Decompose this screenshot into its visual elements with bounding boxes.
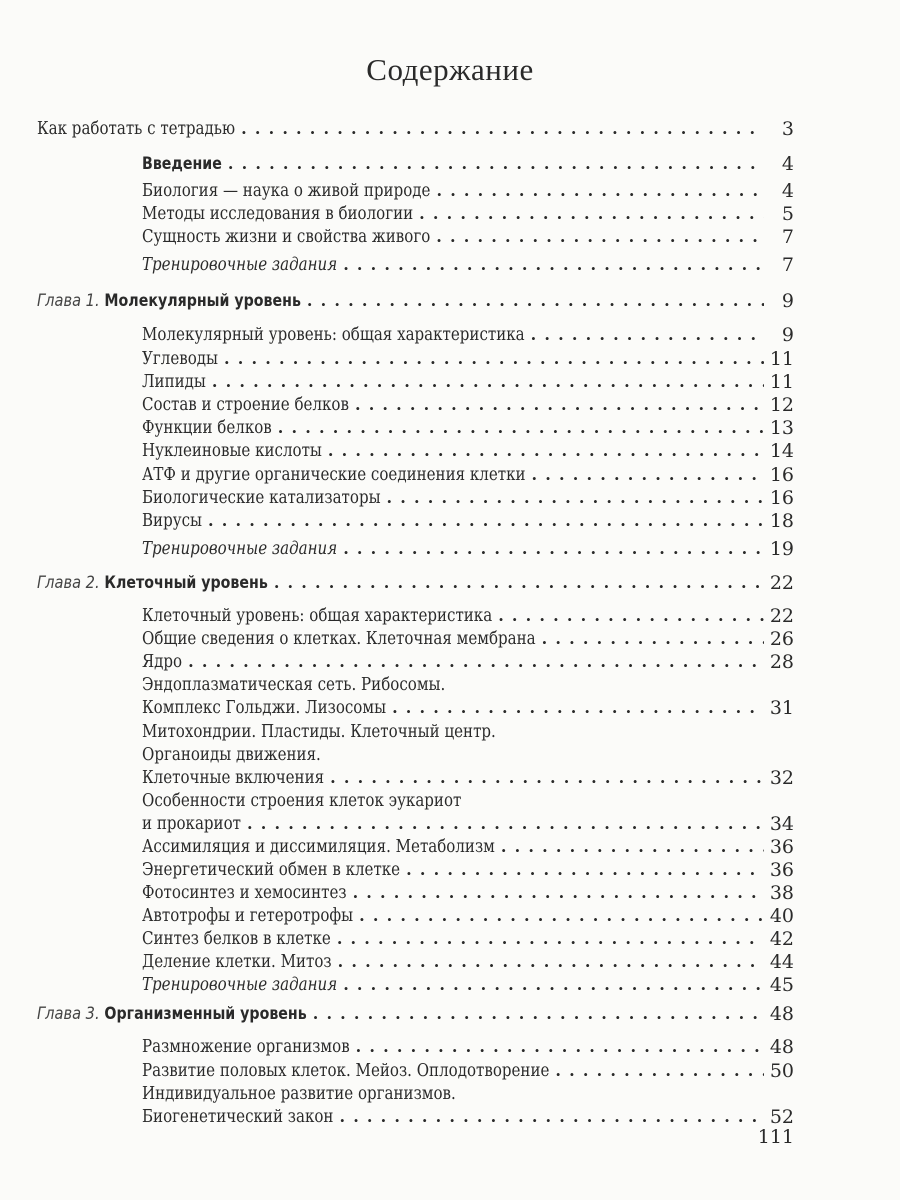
toc-row bbox=[142, 905, 353, 927]
dot-leader bbox=[498, 605, 764, 627]
toc-row bbox=[142, 324, 525, 346]
toc-page-number: 16 bbox=[769, 464, 794, 486]
toc-page-number: 11 bbox=[769, 371, 794, 393]
toc-page-number: 50 bbox=[769, 1060, 794, 1082]
toc-entry-title: Молекулярный уровень: общая характеристика bbox=[142, 325, 525, 345]
dot-leader bbox=[419, 203, 764, 225]
dot-leader bbox=[359, 905, 764, 927]
chapter-number: Глава 3. bbox=[37, 1004, 100, 1024]
toc-row bbox=[142, 882, 347, 904]
toc-entry-title: Биогенетический закон bbox=[142, 1107, 334, 1127]
toc-page-number: 18 bbox=[769, 510, 794, 532]
toc-entry-title: Размножение организмов bbox=[142, 1037, 350, 1057]
dot-leader bbox=[436, 226, 764, 248]
toc-row bbox=[142, 767, 324, 789]
toc-entry-title: Липиды bbox=[142, 372, 206, 392]
toc-entry-title: Индивидуальное развитие организмов. bbox=[142, 1084, 456, 1104]
toc-row bbox=[142, 674, 445, 696]
dot-leader bbox=[278, 417, 764, 439]
toc-page-number: 5 bbox=[781, 203, 794, 225]
toc-entry-title: Введение bbox=[142, 154, 222, 173]
toc-entry-title: Комплекс Гольджи. Лизосомы bbox=[142, 698, 387, 718]
dot-leader bbox=[328, 440, 764, 462]
dot-leader bbox=[356, 1036, 764, 1058]
toc-page-number: 44 bbox=[769, 951, 794, 973]
toc-page-number: 12 bbox=[769, 394, 794, 416]
toc-page-number: 7 bbox=[781, 254, 794, 276]
toc-entry-title: Тренировочные задания bbox=[142, 975, 338, 995]
toc-row bbox=[142, 510, 202, 532]
dot-leader bbox=[343, 254, 764, 276]
toc-entry-title: Тренировочные задания bbox=[142, 539, 338, 559]
toc-entry-title: Эндоплазматическая сеть. Рибосомы. bbox=[142, 675, 446, 695]
toc-row bbox=[142, 1036, 350, 1058]
dot-leader bbox=[330, 767, 764, 789]
dot-leader bbox=[241, 118, 764, 140]
toc-page-number: 48 bbox=[769, 1036, 794, 1058]
toc-entry-title: Фотосинтез и хемосинтез bbox=[142, 883, 347, 903]
toc-page-number: 52 bbox=[769, 1106, 794, 1128]
toc-row bbox=[142, 813, 241, 835]
toc-row bbox=[142, 836, 495, 858]
toc-entry-title: Молекулярный уровень bbox=[104, 291, 301, 310]
dot-leader bbox=[343, 538, 764, 560]
toc-page-number: 4 bbox=[781, 153, 794, 175]
toc-page-number: 3 bbox=[781, 118, 794, 140]
toc-entry-title: Особенности строения клеток эукариот bbox=[142, 791, 462, 811]
dot-leader bbox=[555, 1060, 764, 1082]
dot-leader bbox=[224, 348, 764, 370]
toc-entry-title: Ядро bbox=[142, 652, 183, 672]
toc-entry-title: Общие сведения о клетках. Клеточная мембрана bbox=[142, 629, 536, 649]
toc-row bbox=[142, 1106, 333, 1128]
toc-row bbox=[142, 203, 413, 225]
toc-entry-title: Тренировочные задания bbox=[142, 255, 338, 275]
toc-entry-title: Сущность жизни и свойства живого bbox=[142, 227, 431, 247]
toc-entry-title: Автотрофы и гетеротрофы bbox=[142, 906, 354, 926]
page-number: 111 bbox=[757, 1126, 794, 1148]
toc-row bbox=[142, 951, 332, 973]
toc-row bbox=[142, 440, 322, 462]
dot-leader bbox=[212, 371, 764, 393]
toc-page-number: 14 bbox=[769, 440, 794, 462]
dot-leader bbox=[208, 510, 764, 532]
dot-leader bbox=[436, 180, 764, 202]
toc-page-number: 45 bbox=[769, 974, 794, 996]
toc-entry-title: Клеточный уровень: общая характеристика bbox=[142, 606, 493, 626]
dot-leader bbox=[355, 394, 764, 416]
toc-page-number: 11 bbox=[769, 348, 794, 370]
toc-page-number: 28 bbox=[769, 651, 794, 673]
toc-entry-title: Митохондрии. Пластиды. Клеточный центр. bbox=[142, 722, 496, 742]
toc-entry-title: Органоиды движения. bbox=[142, 745, 321, 765]
toc-entry-title: Клеточный уровень bbox=[104, 573, 268, 592]
toc-entry-title: АТФ и другие органические соединения клетки bbox=[142, 465, 526, 485]
toc-page-number: 7 bbox=[781, 226, 794, 248]
toc-page-number: 16 bbox=[769, 487, 794, 509]
dot-leader bbox=[339, 1106, 764, 1128]
toc-row bbox=[37, 118, 235, 140]
toc-page-number: 42 bbox=[769, 928, 794, 950]
toc-page-number: 38 bbox=[769, 882, 794, 904]
toc-entry-title: Деление клетки. Митоз bbox=[142, 952, 332, 972]
toc-row bbox=[142, 226, 430, 248]
toc-page-number: 32 bbox=[769, 767, 794, 789]
dot-leader bbox=[188, 651, 764, 673]
toc-entry-title: Функции белков bbox=[142, 418, 272, 438]
toc-entry-title: Организменный уровень bbox=[104, 1004, 307, 1023]
toc-page-number: 36 bbox=[769, 859, 794, 881]
toc-entry-title: Клеточные включения bbox=[142, 768, 325, 788]
dot-leader bbox=[338, 951, 764, 973]
toc-entry-title: Энергетический обмен в клетке bbox=[142, 860, 401, 880]
toc-row bbox=[142, 974, 337, 996]
toc-row bbox=[142, 1083, 456, 1105]
toc-section-row bbox=[142, 153, 222, 175]
toc-row bbox=[142, 348, 218, 370]
toc-entry-title: Биология — наука о живой природе bbox=[142, 181, 431, 201]
toc-row bbox=[142, 744, 321, 766]
toc-row bbox=[142, 1060, 549, 1082]
toc-row bbox=[142, 371, 206, 393]
toc-chapter-row bbox=[37, 1003, 307, 1025]
toc-entry-title: Развитие половых клеток. Мейоз. Оплодотворение bbox=[142, 1061, 550, 1081]
dot-leader bbox=[501, 836, 764, 858]
dot-leader bbox=[406, 859, 764, 881]
toc-entry-title: Как работать с тетрадью bbox=[37, 119, 236, 139]
dot-leader bbox=[343, 974, 764, 996]
toc-row bbox=[142, 628, 536, 650]
toc-page-number: 48 bbox=[769, 1003, 794, 1025]
toc-entry-title: Вирусы bbox=[142, 511, 202, 531]
toc-page-number: 22 bbox=[769, 572, 794, 594]
toc-row bbox=[142, 697, 386, 719]
dot-leader bbox=[247, 813, 764, 835]
toc-page-number: 9 bbox=[781, 324, 794, 346]
toc-row bbox=[142, 790, 461, 812]
toc-row bbox=[142, 651, 182, 673]
toc-page-number: 19 bbox=[769, 538, 794, 560]
toc-row bbox=[142, 721, 496, 743]
chapter-number: Глава 1. bbox=[37, 291, 100, 311]
dot-leader bbox=[274, 572, 764, 594]
toc-entry-title: Состав и строение белков bbox=[142, 395, 349, 415]
dot-leader bbox=[228, 153, 764, 175]
toc-row bbox=[142, 180, 430, 202]
toc-page-number: 31 bbox=[769, 697, 794, 719]
dot-leader bbox=[353, 882, 764, 904]
dot-leader bbox=[542, 628, 764, 650]
toc-row bbox=[142, 394, 349, 416]
toc-entry-title: Биологические катализаторы bbox=[142, 488, 381, 508]
dot-leader bbox=[307, 290, 764, 312]
toc-entry-title: Углеводы bbox=[142, 349, 219, 369]
page-title: Содержание bbox=[366, 52, 534, 87]
toc-row bbox=[142, 487, 381, 509]
toc-row bbox=[142, 928, 331, 950]
toc-entry-title: Ассимиляция и диссимиляция. Метаболизм bbox=[142, 837, 495, 857]
toc-row bbox=[142, 417, 272, 439]
toc-chapter-row bbox=[37, 572, 268, 594]
toc-entry-title: Нуклеиновые кислоты bbox=[142, 441, 322, 461]
toc-chapter-row bbox=[37, 290, 301, 312]
toc-page-number: 36 bbox=[769, 836, 794, 858]
toc-row bbox=[142, 538, 337, 560]
toc-page-number: 34 bbox=[769, 813, 794, 835]
chapter-number: Глава 2. bbox=[37, 573, 100, 593]
toc-page-number: 4 bbox=[781, 180, 794, 202]
dot-leader bbox=[532, 464, 764, 486]
toc-row bbox=[142, 859, 400, 881]
toc-row bbox=[142, 254, 337, 276]
toc-page-number: 26 bbox=[769, 628, 794, 650]
toc-row bbox=[142, 605, 492, 627]
dot-leader bbox=[392, 697, 764, 719]
dot-leader bbox=[387, 487, 764, 509]
toc-entry-title: и прокариот bbox=[142, 814, 241, 834]
toc-page-number: 9 bbox=[781, 290, 794, 312]
dot-leader bbox=[337, 928, 764, 950]
dot-leader bbox=[531, 324, 764, 346]
dot-leader bbox=[313, 1003, 764, 1025]
toc-page-number: 13 bbox=[769, 417, 794, 439]
toc-page-number: 22 bbox=[769, 605, 794, 627]
toc-row bbox=[142, 464, 526, 486]
toc-entry-title: Методы исследования в биологии bbox=[142, 204, 414, 224]
toc-page-number: 40 bbox=[769, 905, 794, 927]
toc-entry-title: Синтез белков в клетке bbox=[142, 929, 331, 949]
